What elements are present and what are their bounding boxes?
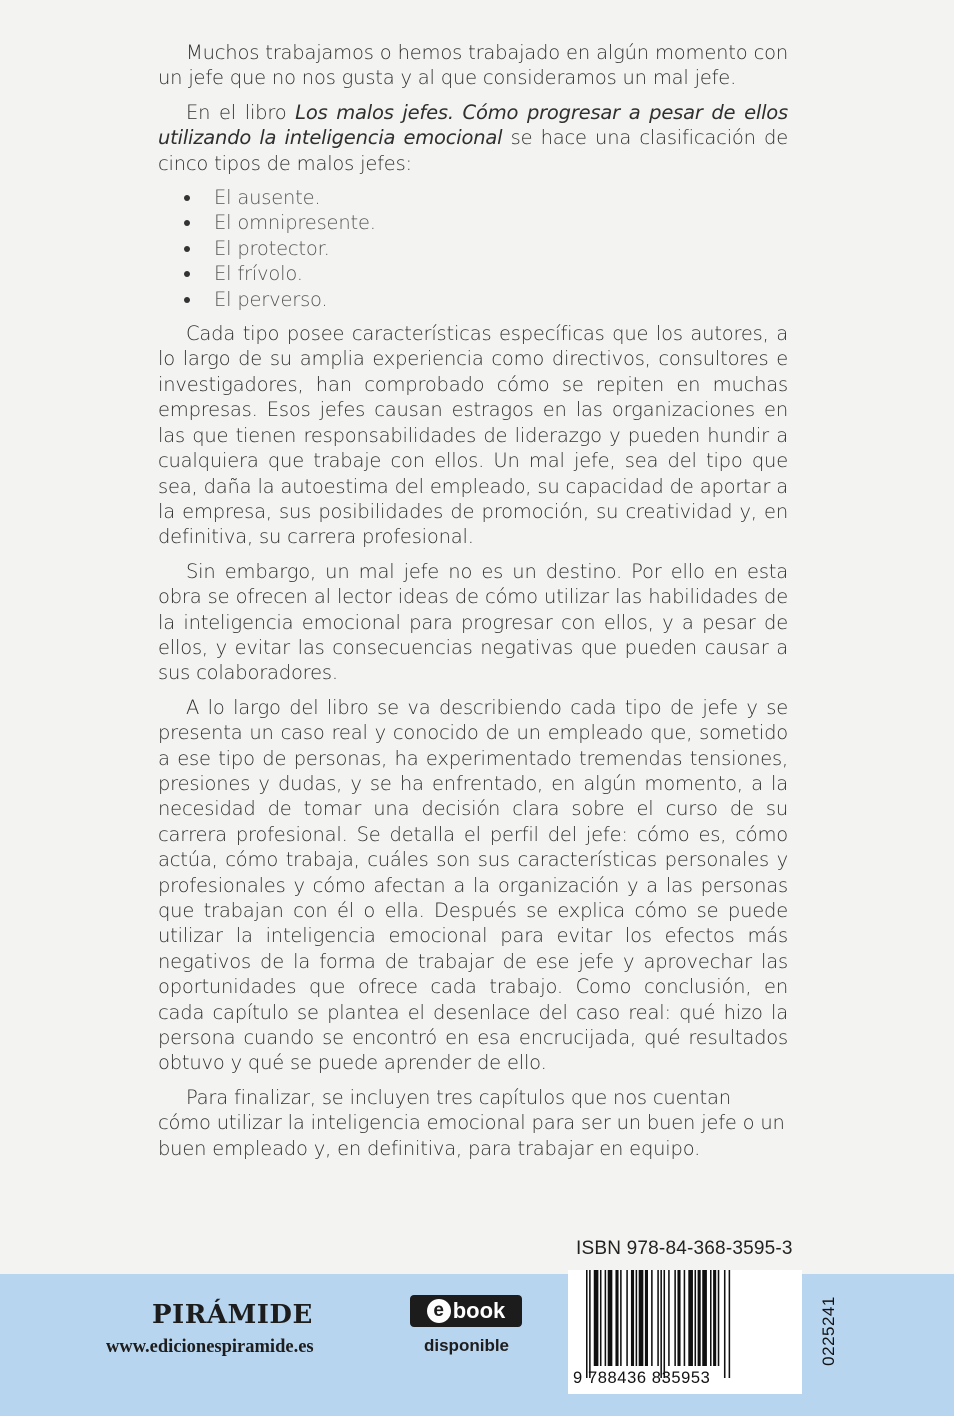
list-item: El perverso. (184, 287, 788, 312)
barcode-bar (608, 1270, 613, 1366)
barcode-bar (695, 1270, 697, 1366)
barcode-bar (664, 1270, 666, 1378)
barcode-bar (702, 1270, 707, 1366)
barcode-bar (688, 1270, 693, 1366)
barcode-bar (639, 1270, 644, 1366)
side-code-text: 0225241 (819, 1296, 838, 1366)
barcode-bar (660, 1270, 662, 1378)
barcode-bar (713, 1270, 716, 1366)
barcode-bar (668, 1270, 670, 1366)
ebook-availability: disponible (424, 1336, 509, 1355)
list-item: El frívolo. (184, 261, 788, 286)
closing-paragraph: Para finalizar, se incluyen tres capítulos que nos cuentan cómo utilizar la inteligencia emocional para ser un buen jefe o un buen empleado y, en definitiva, para trabajar en equipo. (158, 1085, 785, 1160)
barcode-bar (698, 1270, 701, 1366)
barcode-bar (674, 1270, 676, 1366)
side-code (812, 1272, 846, 1390)
barcode-bar (626, 1270, 628, 1366)
barcode-digits: 9 788436 835953 (573, 1369, 711, 1387)
barcode (568, 1270, 802, 1394)
barcode-bar (594, 1270, 599, 1366)
book-reference-prefix: En el libro (186, 100, 296, 124)
list-item: El omnipresente. (184, 210, 788, 235)
book-title: Los malos jefes. Cómo progresar a pesar de ellos utilizando la inteligencia emocional (158, 100, 788, 150)
emotional-intelligence-paragraph: Sin embargo, un mal jefe no es un destino. Por ello en esta obra se ofrecen al lector ideas de cómo utilizar las habilidades de la inteligencia emocional para progresar con ellos, y a pesar de ellos, y evitar las consecuencias negativas que pueden causar a sus colaboradores. (158, 559, 788, 685)
ebook-logo-text: book (452, 1298, 506, 1323)
barcode-bar (605, 1270, 607, 1366)
book-reference-suffix: se hace una clasificación de cinco tipos de malos jefes: (158, 126, 789, 175)
list-item: El ausente. (184, 185, 788, 210)
barcode-bar (684, 1270, 686, 1366)
isbn-label: ISBN 978-84-368-3595-3 (576, 1238, 793, 1259)
characteristics-paragraph: Cada tipo posee características específicas que los autores, a lo largo de su amplia experiencia como directivos, consultores e investigadores, han comprobado cómo se repiten en muchas empresas. Esos jefes causan estragos en las organizaciones en las que tienen responsabilidades de liderazgo y pueden hundir a cualquiera que trabaje con ellos. Un mal jefe, sea del tipo que sea, daña la autoestima del empleado, su capacidad de aportar a la empresa, sus posibilidades de promoción, su creatividad y, en definitiva, su carrera profesional. (158, 322, 788, 549)
barcode-bar (657, 1270, 659, 1366)
boss-types-list (158, 185, 788, 312)
intro-paragraph: Muchos trabajamos o hemos trabajado en algún momento con un jefe que no nos gusta y al que consideramos un mal jefe. (158, 41, 788, 90)
barcode-bar (620, 1270, 622, 1366)
barcode-bar (651, 1270, 653, 1366)
barcode-bar (615, 1270, 618, 1366)
publisher-website: www.edicionespiramide.es (106, 1337, 314, 1357)
barcode-bar (677, 1270, 680, 1366)
publisher-logo: PIRÁMIDE (152, 1300, 313, 1330)
barcode-bars-icon (586, 1270, 786, 1378)
barcode-bar (631, 1270, 634, 1366)
barcode-bar (724, 1270, 726, 1378)
ebook-e-icon: e (427, 1299, 451, 1323)
book-structure-paragraph: A lo largo del libro se va describiendo cada tipo de jefe y se presenta un caso real y conocido de un empleado que, sometido a ese tipo de personas, ha experimentado tremendas tensiones, presiones y dudas, y se ha enfrentado, en algún momento, a la necesidad de tomar una decisión clara sobre el curso de su carrera profesional. Se detalla el perfil del jefe: cómo es, cómo actúa, cómo trabaja, cuáles son sus características personales y profesionales y cómo afectan a la organización y a las personas que trabajan con él o ella. Después se explica cómo se puede utilizar la inteligencia emocional para evitar los efectos más negativos de la forma de trabajar de ese jefe y aprovechar las oportunidades que ofrece cada trabajo. Como conclusión, en cada capítulo se plantea el desenlace del caso real: qué hizo la persona cuando se encontró en esa encrucijada, qué resultados obtuvo y qué se puede aprender de ello. (158, 695, 788, 1075)
barcode-bar (718, 1270, 720, 1366)
barcode-bar (729, 1270, 731, 1378)
barcode-bar (645, 1270, 648, 1366)
ebook-logo (410, 1295, 522, 1327)
book-reference-paragraph (158, 100, 788, 176)
barcode-bar (600, 1270, 602, 1366)
barcode-bar (710, 1270, 712, 1366)
barcode-bar (636, 1270, 638, 1366)
list-item: El protector. (184, 236, 788, 261)
back-cover-description (158, 40, 788, 1170)
barcode-bar (586, 1270, 588, 1378)
barcode-bar (589, 1270, 591, 1378)
